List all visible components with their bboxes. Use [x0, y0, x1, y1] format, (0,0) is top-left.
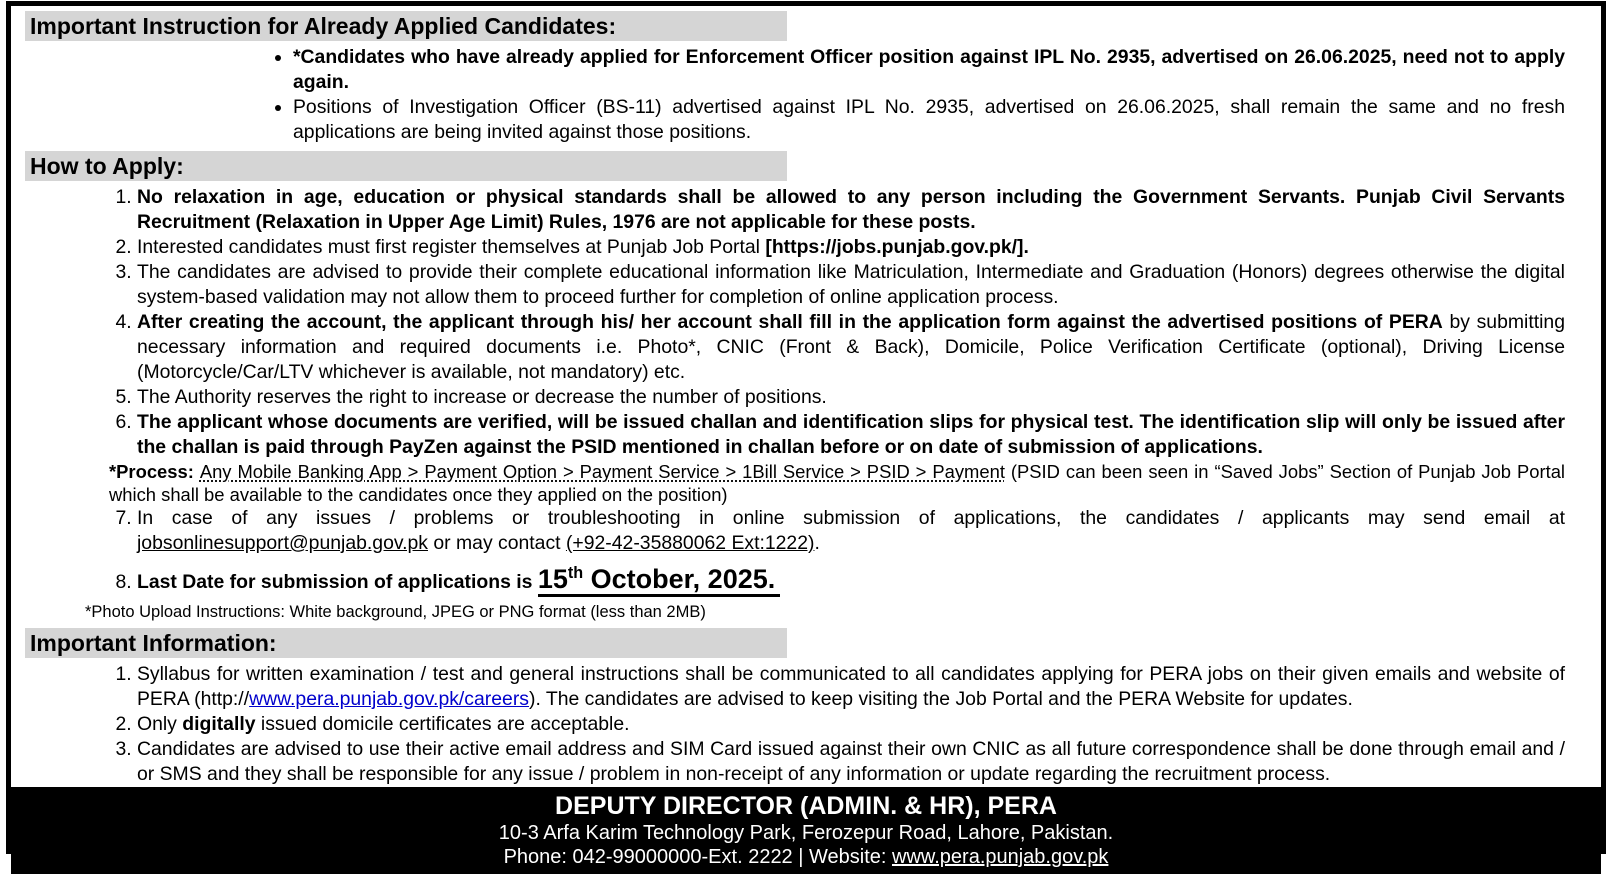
- important-information-heading: Important Information:: [25, 628, 787, 658]
- list-item: [137, 310, 1565, 385]
- text-segment: The Authority reserves the right to increase or decrease the number of positions.: [137, 386, 827, 408]
- list-item: [293, 95, 1565, 145]
- text-segment: October, 2025.: [583, 564, 775, 594]
- list-item: [137, 235, 1565, 260]
- payment-process-path: Any Mobile Banking App > Payment Option > Payment Service > 1Bill Service > PSID > Payment: [200, 461, 1005, 482]
- text-segment: digitally: [182, 713, 255, 735]
- text-segment: .: [814, 532, 819, 554]
- text-segment: issued domicile certificates are acceptable.: [256, 713, 630, 735]
- text-segment: No relaxation in age, education or physical standards shall be allowed to any person including the Government Servants. Punjab Civil Servants Recruitment (Relaxation in Upper Age Limit) Rules, 1976 are not applicable for these posts.: [137, 186, 1565, 233]
- list-item: [137, 506, 1565, 556]
- list-item: [293, 45, 1565, 95]
- important-information-list: [25, 662, 1565, 787]
- already-applied-list: [25, 45, 1565, 145]
- text-segment: Syllabus for written examination / test and general instructions shall be communicated to all candidates applying for PERA jobs on their given emails and website of PERA (http://: [137, 663, 1565, 710]
- already-applied-heading: Important Instruction for Already Applied Candidates:: [25, 11, 787, 41]
- text-segment: Interested candidates must first register themselves at Punjab Job Portal: [137, 236, 765, 258]
- footer-bar: [11, 787, 1601, 874]
- footer-address: 10-3 Arfa Karim Technology Park, Ferozepur Road, Lahore, Pakistan.: [11, 821, 1601, 845]
- footer-title: DEPUTY DIRECTOR (ADMIN. & HR), PERA: [11, 791, 1601, 821]
- list-item: [137, 556, 1565, 599]
- careers-link[interactable]: www.pera.punjab.gov.pk/careers: [249, 688, 529, 710]
- section-how-to-apply: [25, 151, 1565, 599]
- text-segment: After creating the account, the applicant through his/ her account shall fill in the application form against the advertised positions of PERA: [137, 311, 1443, 333]
- list-item: [137, 410, 1565, 506]
- notice-page: [6, 1, 1606, 854]
- footer-website-link[interactable]: www.pera.punjab.gov.pk: [892, 846, 1108, 868]
- list-item: [137, 260, 1565, 310]
- list-item: [137, 185, 1565, 235]
- list-item: [137, 737, 1565, 787]
- list-item: [137, 385, 1565, 410]
- text-segment: The applicant whose documents are verified, will be issued challan and identification slips for physical test. The identification slip will only be issued after the challan is paid through PayZen against the PSID mentioned in challan before or on date of submission of applications.: [137, 411, 1565, 458]
- text-segment: *Candidates who have already applied for Enforcement Officer position against IPL No. 2935, advertised on 26.06.2025, need not to apply again.: [293, 46, 1565, 93]
- text-segment: or may contact: [428, 532, 566, 554]
- job-portal-url: [https://jobs.punjab.gov.pk/].: [765, 236, 1029, 258]
- last-date-value: [538, 564, 780, 597]
- text-segment: th: [568, 564, 583, 582]
- text-segment: Candidates are advised to use their active email address and SIM Card issued against their own CNIC as all future correspondence shall be done through email and / or SMS and they shall be responsible for any issue / problem in non-receipt of any information or update regarding the recruitment process.: [137, 738, 1565, 785]
- section-important-information: [25, 628, 1565, 787]
- footer-phone-text: Phone: 042-99000000-Ext. 2222 | Website:: [504, 846, 892, 868]
- text-segment: (PSID can been seen in “Saved Jobs” Section of Punjab Job Portal which shall be available to the candidates once they applied on the position): [109, 461, 1565, 505]
- text-segment: by submitting necessary information and required documents i.e. Photo*, CNIC (Front & Back), Domicile, Police Verification Certificate (optional), Driving License (Motorcycle/Car/LTV whichever is available, not mandatory) etc.: [137, 311, 1565, 383]
- text-segment: Only: [137, 713, 182, 735]
- text-segment: In case of any issues / problems or troubleshooting in online submission of applications, the candidates / applicants may send email at: [137, 507, 1565, 529]
- process-note: [109, 460, 1565, 506]
- photo-upload-note: *Photo Upload Instructions: White background, JPEG or PNG format (less than 2MB): [85, 602, 1565, 622]
- how-to-apply-list: [25, 185, 1565, 599]
- text-segment: ). The candidates are advised to keep visiting the Job Portal and the PERA Website for updates.: [529, 688, 1353, 710]
- section-already-applied: [25, 11, 1565, 145]
- list-item: [137, 662, 1565, 712]
- text-segment: Last Date for submission of applications is: [137, 571, 538, 593]
- how-to-apply-heading: How to Apply:: [25, 151, 787, 181]
- text-segment: Positions of Investigation Officer (BS-11) advertised against IPL No. 2935, advertised on 26.06.2025, shall remain the same and no fresh applications are being invited against those positions.: [293, 96, 1565, 143]
- text-segment: The candidates are advised to provide their complete educational information like Matriculation, Intermediate and Graduation (Honors) degrees otherwise the digital system-based validation may not allow them to proceed further for completion of online application process.: [137, 261, 1565, 308]
- support-phone-link[interactable]: (+92-42-35880062 Ext:1222): [566, 532, 815, 554]
- list-item: [137, 712, 1565, 737]
- text-segment: 15: [538, 564, 568, 594]
- footer-phone-line: [11, 845, 1601, 869]
- support-email-link[interactable]: jobsonlinesupport@punjab.gov.pk: [137, 532, 428, 554]
- process-label: *Process:: [109, 461, 200, 482]
- notice-content: [11, 6, 1601, 787]
